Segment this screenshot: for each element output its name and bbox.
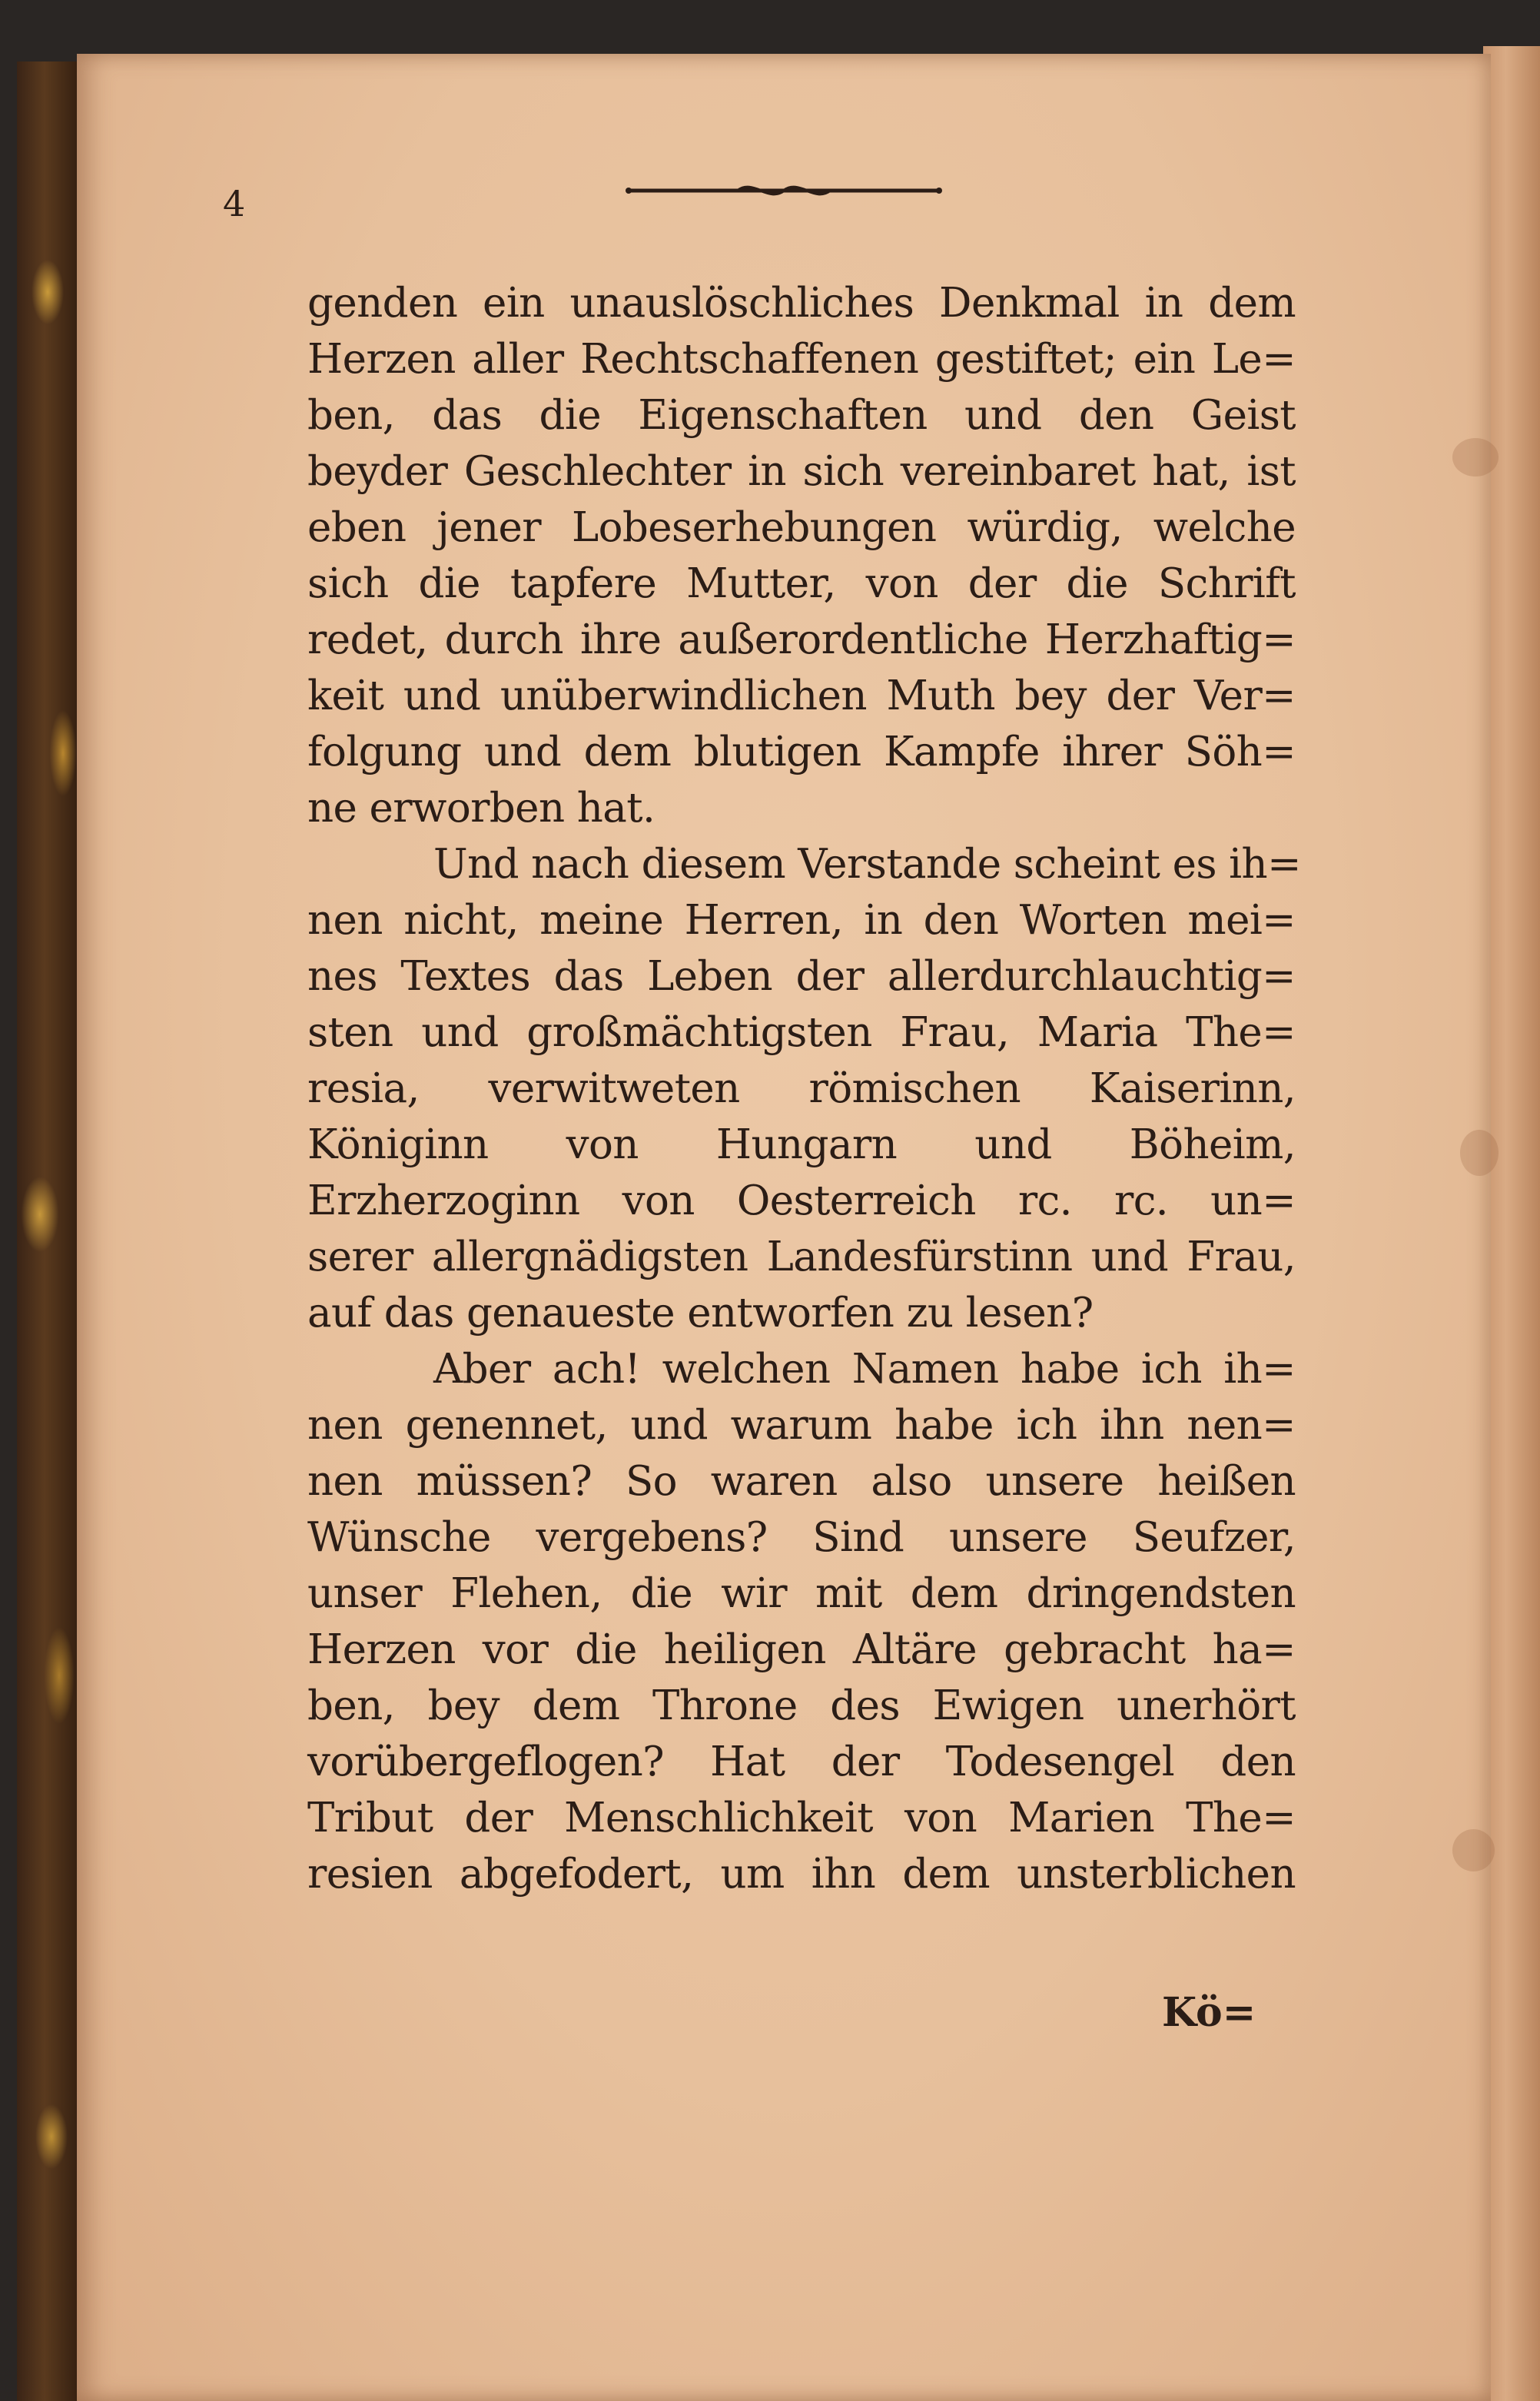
- text-line: redet, durch ihre außerordentliche Herzhaftig=: [307, 616, 1296, 663]
- text-line: nen müssen? So waren also unsere heißen: [307, 1458, 1296, 1505]
- body-text: [307, 275, 1301, 1902]
- text-line: Tribut der Menschlichkeit von Marien The=: [307, 1795, 1296, 1841]
- text-line: folgung und dem blutigen Kampfe ihrer Söh=: [307, 729, 1296, 775]
- text-line: Königinn von Hungarn und Böheim,: [307, 1121, 1296, 1168]
- page-edge: [1483, 46, 1540, 2401]
- text-line: Herzen vor die heiligen Altäre gebracht ha=: [307, 1626, 1296, 1673]
- paper-stain: [1452, 438, 1499, 477]
- text-line: ne erworben hat.: [307, 785, 655, 832]
- text-line: Wünsche vergebens? Sind unsere Seufzer,: [307, 1514, 1296, 1561]
- text-line: auf das genaueste entworfen zu lesen?: [307, 1290, 1094, 1337]
- text-line: vorübergeflogen? Hat der Todesengel den: [307, 1738, 1296, 1785]
- text-line: keit und unüberwindlichen Muth bey der Ver=: [307, 672, 1296, 719]
- text-line: eben jener Lobeserhebungen würdig, welche: [307, 504, 1296, 551]
- text-line: Aber ach! welchen Namen habe ich ih=: [433, 1346, 1296, 1393]
- text-line: ben, bey dem Throne des Ewigen unerhört: [307, 1682, 1296, 1729]
- text-line: nes Textes das Leben der allerdurchlauchtig=: [307, 953, 1296, 1000]
- text-line: resia, verwitweten römischen Kaiserinn,: [307, 1065, 1296, 1112]
- text-line: nen genennet, und warum habe ich ihn nen=: [307, 1402, 1296, 1449]
- paper-stain: [1460, 1130, 1499, 1176]
- text-line: Herzen aller Rechtschaffenen gestiftet; ein Le=: [307, 336, 1296, 383]
- text-line: resien abgefodert, um ihn dem unsterblichen: [307, 1851, 1296, 1898]
- text-line: Erzherzoginn von Oesterreich rc. rc. un=: [307, 1177, 1296, 1224]
- catchword: Kö=: [1162, 1989, 1256, 2036]
- text-line: sten und großmächtigsten Frau, Maria The=: [307, 1009, 1296, 1056]
- text-line: unser Flehen, die wir mit dem dringendsten: [307, 1570, 1296, 1617]
- text-line: nen nicht, meine Herren, in den Worten mei=: [307, 897, 1296, 944]
- paper-stain: [1452, 1829, 1495, 1871]
- text-line: Und nach diesem Verstande scheint es ih=: [433, 841, 1301, 888]
- ornament-rule-icon: [622, 175, 945, 206]
- text-line: sich die tapfere Mutter, von der die Schrift: [307, 560, 1296, 607]
- text-line: genden ein unauslöschliches Denkmal in dem: [307, 280, 1296, 327]
- marbled-cover-edge: [17, 61, 86, 2401]
- text-line: ben, das die Eigenschaften und den Geist: [307, 392, 1296, 439]
- text-line: beyder Geschlechter in sich vereinbaret hat, ist: [307, 448, 1296, 495]
- page-number: 4: [223, 183, 246, 224]
- text-line: serer allergnädigsten Landesfürstinn und Frau,: [307, 1234, 1296, 1280]
